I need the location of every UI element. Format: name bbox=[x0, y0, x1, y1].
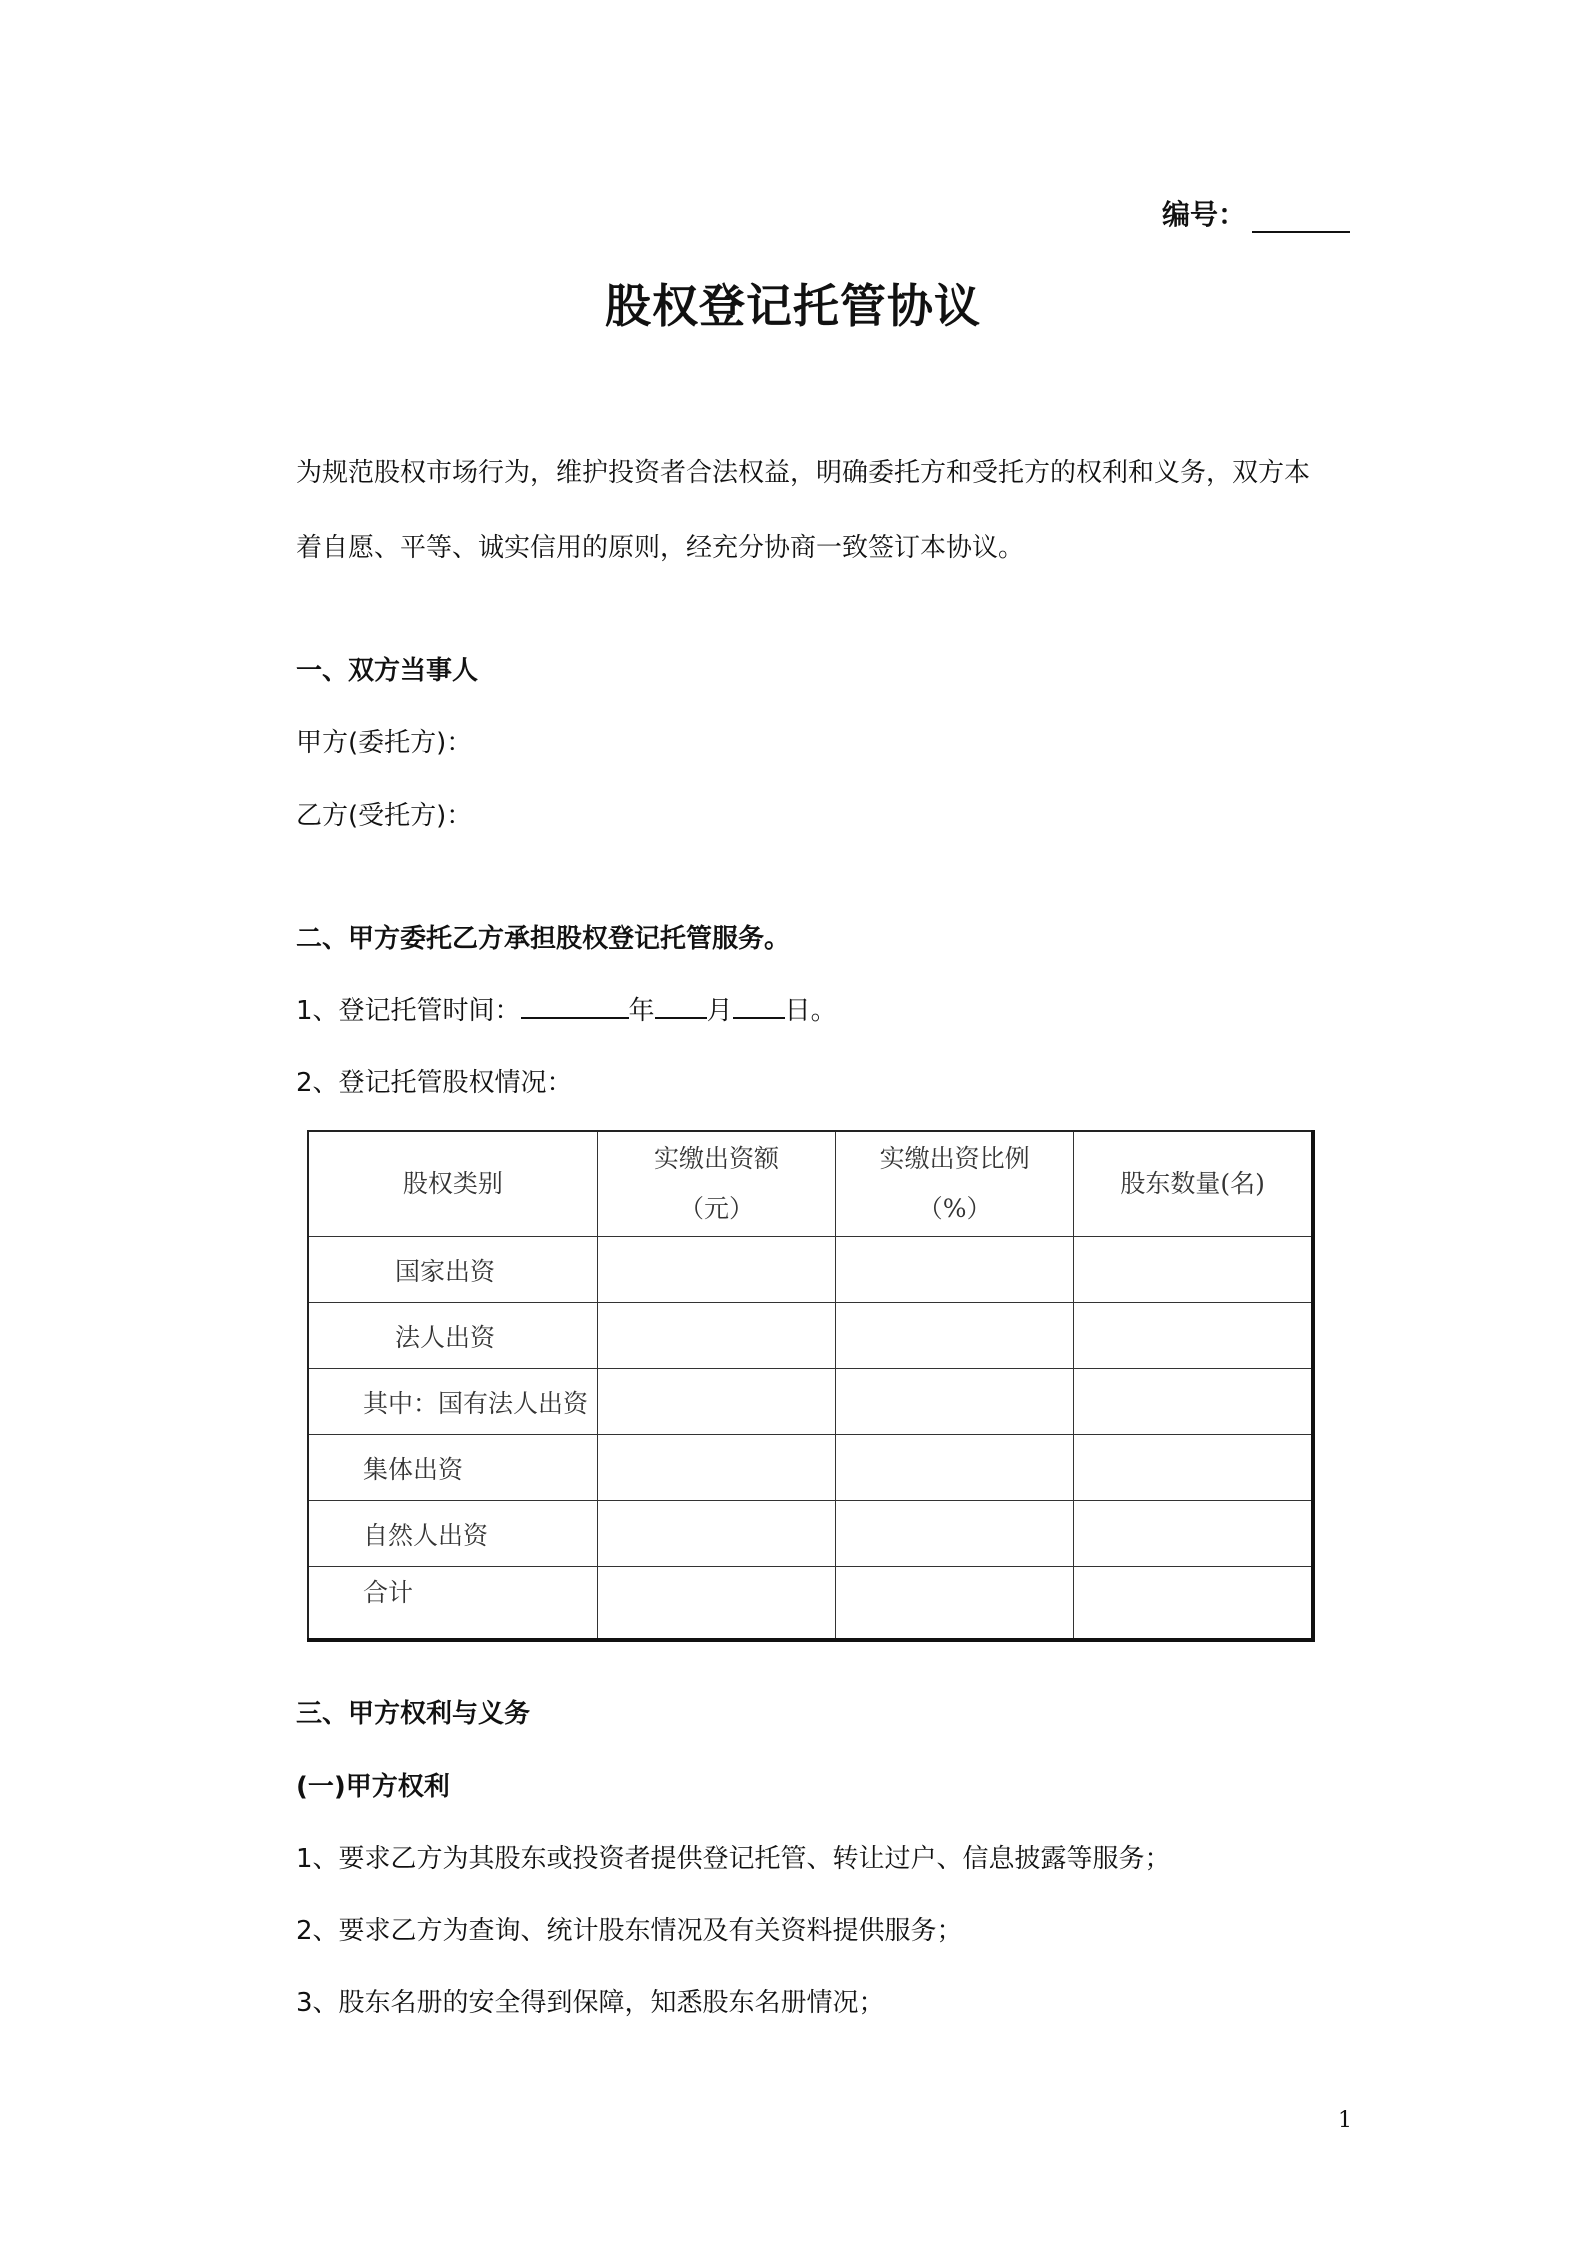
header-ratio bbox=[836, 1131, 1074, 1237]
serial-label: 编号： bbox=[1161, 198, 1246, 231]
equity-table bbox=[307, 1130, 1315, 1642]
count-cell[interactable] bbox=[1074, 1303, 1313, 1369]
table-row bbox=[308, 1501, 1313, 1567]
row-label: 自然人出资 bbox=[308, 1501, 597, 1567]
table-row bbox=[308, 1435, 1313, 1501]
ratio-cell[interactable] bbox=[836, 1237, 1074, 1303]
intro-line-1: 为规范股权市场行为，维护投资者合法权益，明确委托方和受托方的权利和义务，双方本 bbox=[296, 458, 1311, 488]
section-3-sub-heading: (一)甲方权利 bbox=[296, 1772, 450, 1802]
term-line bbox=[296, 990, 837, 1027]
year-blank[interactable] bbox=[521, 993, 629, 1019]
section-3-heading: 三、甲方权利与义务 bbox=[296, 1699, 531, 1729]
right-item-3: 3、股东名册的安全得到保障，知悉股东名册情况； bbox=[296, 1988, 885, 2018]
header-ratio-line1: 实缴出资比例 bbox=[879, 1144, 1030, 1173]
header-count bbox=[1074, 1131, 1313, 1237]
header-amount-line1: 实缴出资额 bbox=[653, 1144, 779, 1173]
table-row-total bbox=[308, 1567, 1313, 1641]
ratio-cell[interactable] bbox=[836, 1435, 1074, 1501]
year-label: 年 bbox=[628, 996, 655, 1026]
section-1-heading: 一、双方当事人 bbox=[296, 656, 479, 686]
amount-cell[interactable] bbox=[597, 1237, 835, 1303]
day-blank[interactable] bbox=[733, 993, 785, 1019]
term-label: 1、登记托管时间： bbox=[296, 996, 521, 1026]
right-item-1: 1、要求乙方为其股东或投资者提供登记托管、转让过户、信息披露等服务； bbox=[296, 1844, 1171, 1874]
row-label: 国家出资 bbox=[308, 1237, 597, 1303]
section-2-heading: 二、甲方委托乙方承担股权登记托管服务。 bbox=[296, 924, 791, 954]
serial-number bbox=[1162, 193, 1350, 233]
ratio-cell[interactable] bbox=[836, 1501, 1074, 1567]
count-cell[interactable] bbox=[1074, 1567, 1313, 1641]
amount-cell[interactable] bbox=[597, 1567, 835, 1641]
month-label: 月 bbox=[706, 996, 733, 1026]
amount-cell[interactable] bbox=[597, 1501, 835, 1567]
table-row bbox=[308, 1303, 1313, 1369]
table-header-row bbox=[308, 1131, 1313, 1237]
ratio-cell[interactable] bbox=[836, 1567, 1074, 1641]
table-row bbox=[308, 1237, 1313, 1303]
header-category bbox=[308, 1131, 597, 1237]
page-number: 1 bbox=[1338, 2108, 1352, 2133]
header-amount bbox=[597, 1131, 835, 1237]
count-cell[interactable] bbox=[1074, 1237, 1313, 1303]
amount-cell[interactable] bbox=[597, 1435, 835, 1501]
intro-line-2: 着自愿、平等、诚实信用的原则，经充分协商一致签订本协议。 bbox=[296, 533, 1025, 563]
party-a-label: 甲方(委托方)： bbox=[296, 728, 473, 758]
header-amount-line2: （元） bbox=[678, 1194, 754, 1223]
count-cell[interactable] bbox=[1074, 1369, 1313, 1435]
header-ratio-line2: （%） bbox=[917, 1194, 992, 1223]
row-label: 集体出资 bbox=[308, 1435, 597, 1501]
header-count-text: 股东数量(名) bbox=[1120, 1169, 1265, 1198]
right-item-2: 2、要求乙方为查询、统计股东情况及有关资料提供服务； bbox=[296, 1916, 963, 1946]
row-label: 合计 bbox=[308, 1567, 597, 1641]
amount-cell[interactable] bbox=[597, 1369, 835, 1435]
ratio-cell[interactable] bbox=[836, 1303, 1074, 1369]
count-cell[interactable] bbox=[1074, 1435, 1313, 1501]
row-label: 其中：国有法人出资 bbox=[308, 1369, 597, 1435]
row-label: 法人出资 bbox=[308, 1303, 597, 1369]
equity-status-label: 2、登记托管股权情况： bbox=[296, 1068, 573, 1098]
header-category-text: 股权类别 bbox=[402, 1169, 503, 1198]
serial-blank[interactable] bbox=[1252, 203, 1350, 233]
document-title: 股权登记托管协议 bbox=[605, 279, 981, 333]
amount-cell[interactable] bbox=[597, 1303, 835, 1369]
ratio-cell[interactable] bbox=[836, 1369, 1074, 1435]
count-cell[interactable] bbox=[1074, 1501, 1313, 1567]
table-row bbox=[308, 1369, 1313, 1435]
month-blank[interactable] bbox=[655, 993, 707, 1019]
day-label: 日。 bbox=[784, 996, 837, 1026]
party-b-label: 乙方(受托方)： bbox=[296, 801, 473, 831]
